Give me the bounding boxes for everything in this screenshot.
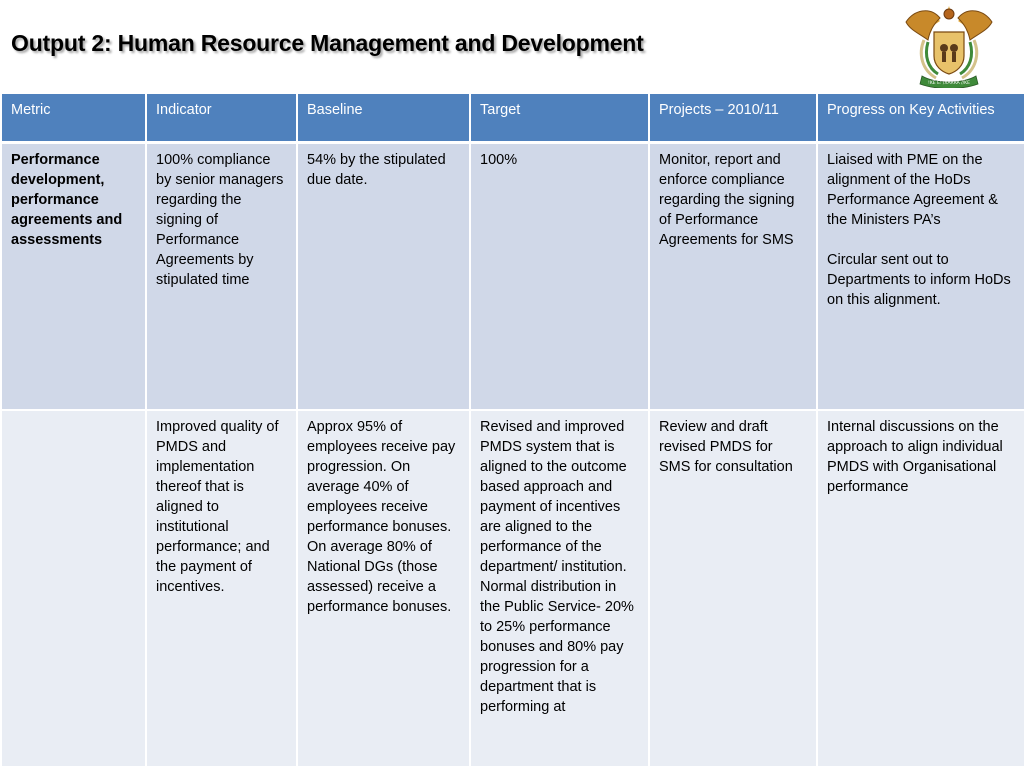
header-projects: Projects – 2010/11 — [649, 94, 817, 142]
header-progress: Progress on Key Activities — [817, 94, 1024, 142]
motto-text: !KE E: /XARRA //KE — [928, 81, 970, 86]
table-row — [1, 142, 1024, 410]
hr-output-table — [0, 94, 1024, 766]
header-target: Target — [470, 94, 649, 142]
cell-baseline — [297, 410, 470, 766]
cell-baseline — [297, 142, 470, 410]
header-baseline: Baseline — [297, 94, 470, 142]
cell-target — [470, 410, 649, 766]
indicator-text: Improved quality of PMDS and implementation thereof that is aligned to institutional performance; and the payment of incentives. — [156, 419, 279, 595]
cell-projects — [649, 142, 817, 410]
progress-text: Liaised with PME on the alignment of the HoDs Performance Agreement & the Ministers PA’s — [827, 151, 998, 228]
target-text: 100% — [480, 151, 518, 168]
projects-text: Monitor, report and enforce compliance regarding the signing of Performance Agreements for SMS — [659, 151, 795, 248]
cell-progress — [817, 410, 1024, 766]
baseline-text: 54% by the stipulated due date. — [307, 151, 446, 188]
progress-text: Internal discussions on the approach to align individual PMDS with Organisational performance — [827, 419, 1003, 495]
baseline-text: Approx 95% of employees receive pay progression. On average 40% of employees receive performance bonuses. On average 80% of National DGs (those assessed) receive a performance bonuses. — [307, 419, 456, 615]
table-header-row — [1, 94, 1024, 142]
indicator-text: 100% compliance by senior managers regarding the signing of Performance Agreements by stipulated time — [156, 151, 284, 288]
metric-text: Performance development, performance agreements and assessments — [11, 151, 123, 248]
header-metric: Metric — [1, 94, 146, 142]
cell-metric — [1, 142, 146, 410]
coat-of-arms-icon — [900, 0, 998, 88]
cell-indicator — [146, 410, 297, 766]
cell-projects — [649, 410, 817, 766]
slide-title: Output 2: Human Resource Management and Development — [11, 30, 644, 56]
header-indicator: Indicator — [146, 94, 297, 142]
projects-text: Review and draft revised PMDS for SMS for consultation — [659, 419, 793, 475]
cell-progress — [817, 142, 1024, 410]
cell-indicator — [146, 142, 297, 410]
target-text: Normal distribution in the Public Service- 20% to 25% performance bonuses and 80% pay progression for a department that is performing at — [480, 579, 634, 715]
table-row — [1, 410, 1024, 766]
cell-target — [470, 142, 649, 410]
target-text: Revised and improved PMDS system that is aligned to the outcome based approach and payment of incentives are aligned to the performance of the department/ institution. — [480, 419, 627, 575]
progress-text: Circular sent out to Departments to inform HoDs on this alignment. — [827, 251, 1011, 308]
cell-metric — [1, 410, 146, 766]
